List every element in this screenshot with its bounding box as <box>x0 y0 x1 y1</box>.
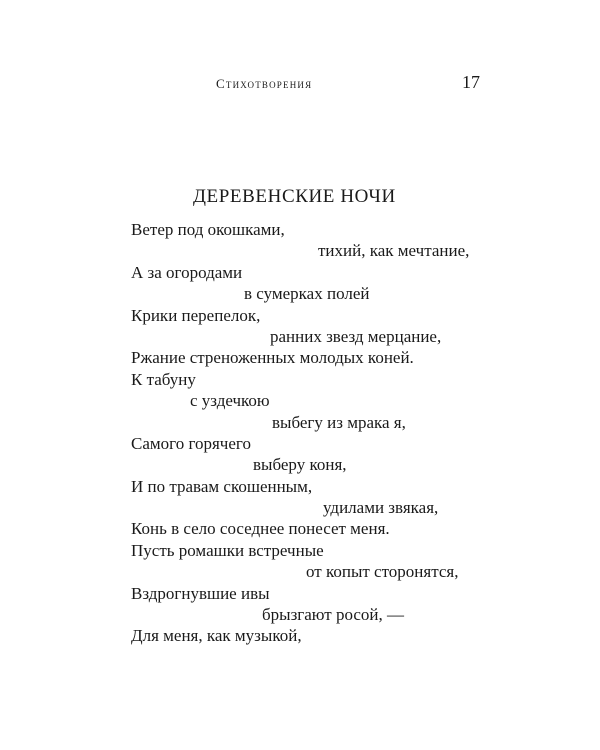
poem-line: выбегу из мрака я, <box>272 412 406 432</box>
poem-line: Вздрогнувшие ивы <box>131 583 270 603</box>
poem-line: с уздечкою <box>190 391 270 411</box>
page-number: 17 <box>462 72 480 92</box>
poem-line: Пусть ромашки встречные <box>131 540 324 560</box>
poem-line: удилами звякая, <box>323 498 439 518</box>
poem-line: ранних звезд мерцание, <box>270 326 442 346</box>
running-title: Стихотворения <box>216 76 313 91</box>
poem-line: Для меня, как музыкой, <box>131 626 302 646</box>
poem-line: Конь в село соседнее понесет меня. <box>131 519 390 539</box>
poem-line: от копыт сторонятся, <box>306 562 459 582</box>
poem-line: Ржание стреноженных молодых коней. <box>131 348 414 368</box>
poem-line: А за огородами <box>131 262 243 282</box>
poem-line: К табуну <box>131 369 196 389</box>
poem-line: в сумерках полей <box>244 284 370 304</box>
poem-line: тихий, как мечтание, <box>318 241 470 261</box>
poem-title: ДЕРЕВЕНСКИЕ НОЧИ <box>193 186 396 207</box>
poem-line: Ветер под окошками, <box>131 220 285 239</box>
poem-line: Крики перепелок, <box>131 305 261 325</box>
poem-line: брызгают росой, — <box>262 605 405 625</box>
poem-line: Самого горячего <box>131 433 251 453</box>
poem-line: выберу коня, <box>253 455 347 475</box>
poem-body <box>0 219 600 647</box>
poem-line: И по травам скошенным, <box>131 476 313 496</box>
